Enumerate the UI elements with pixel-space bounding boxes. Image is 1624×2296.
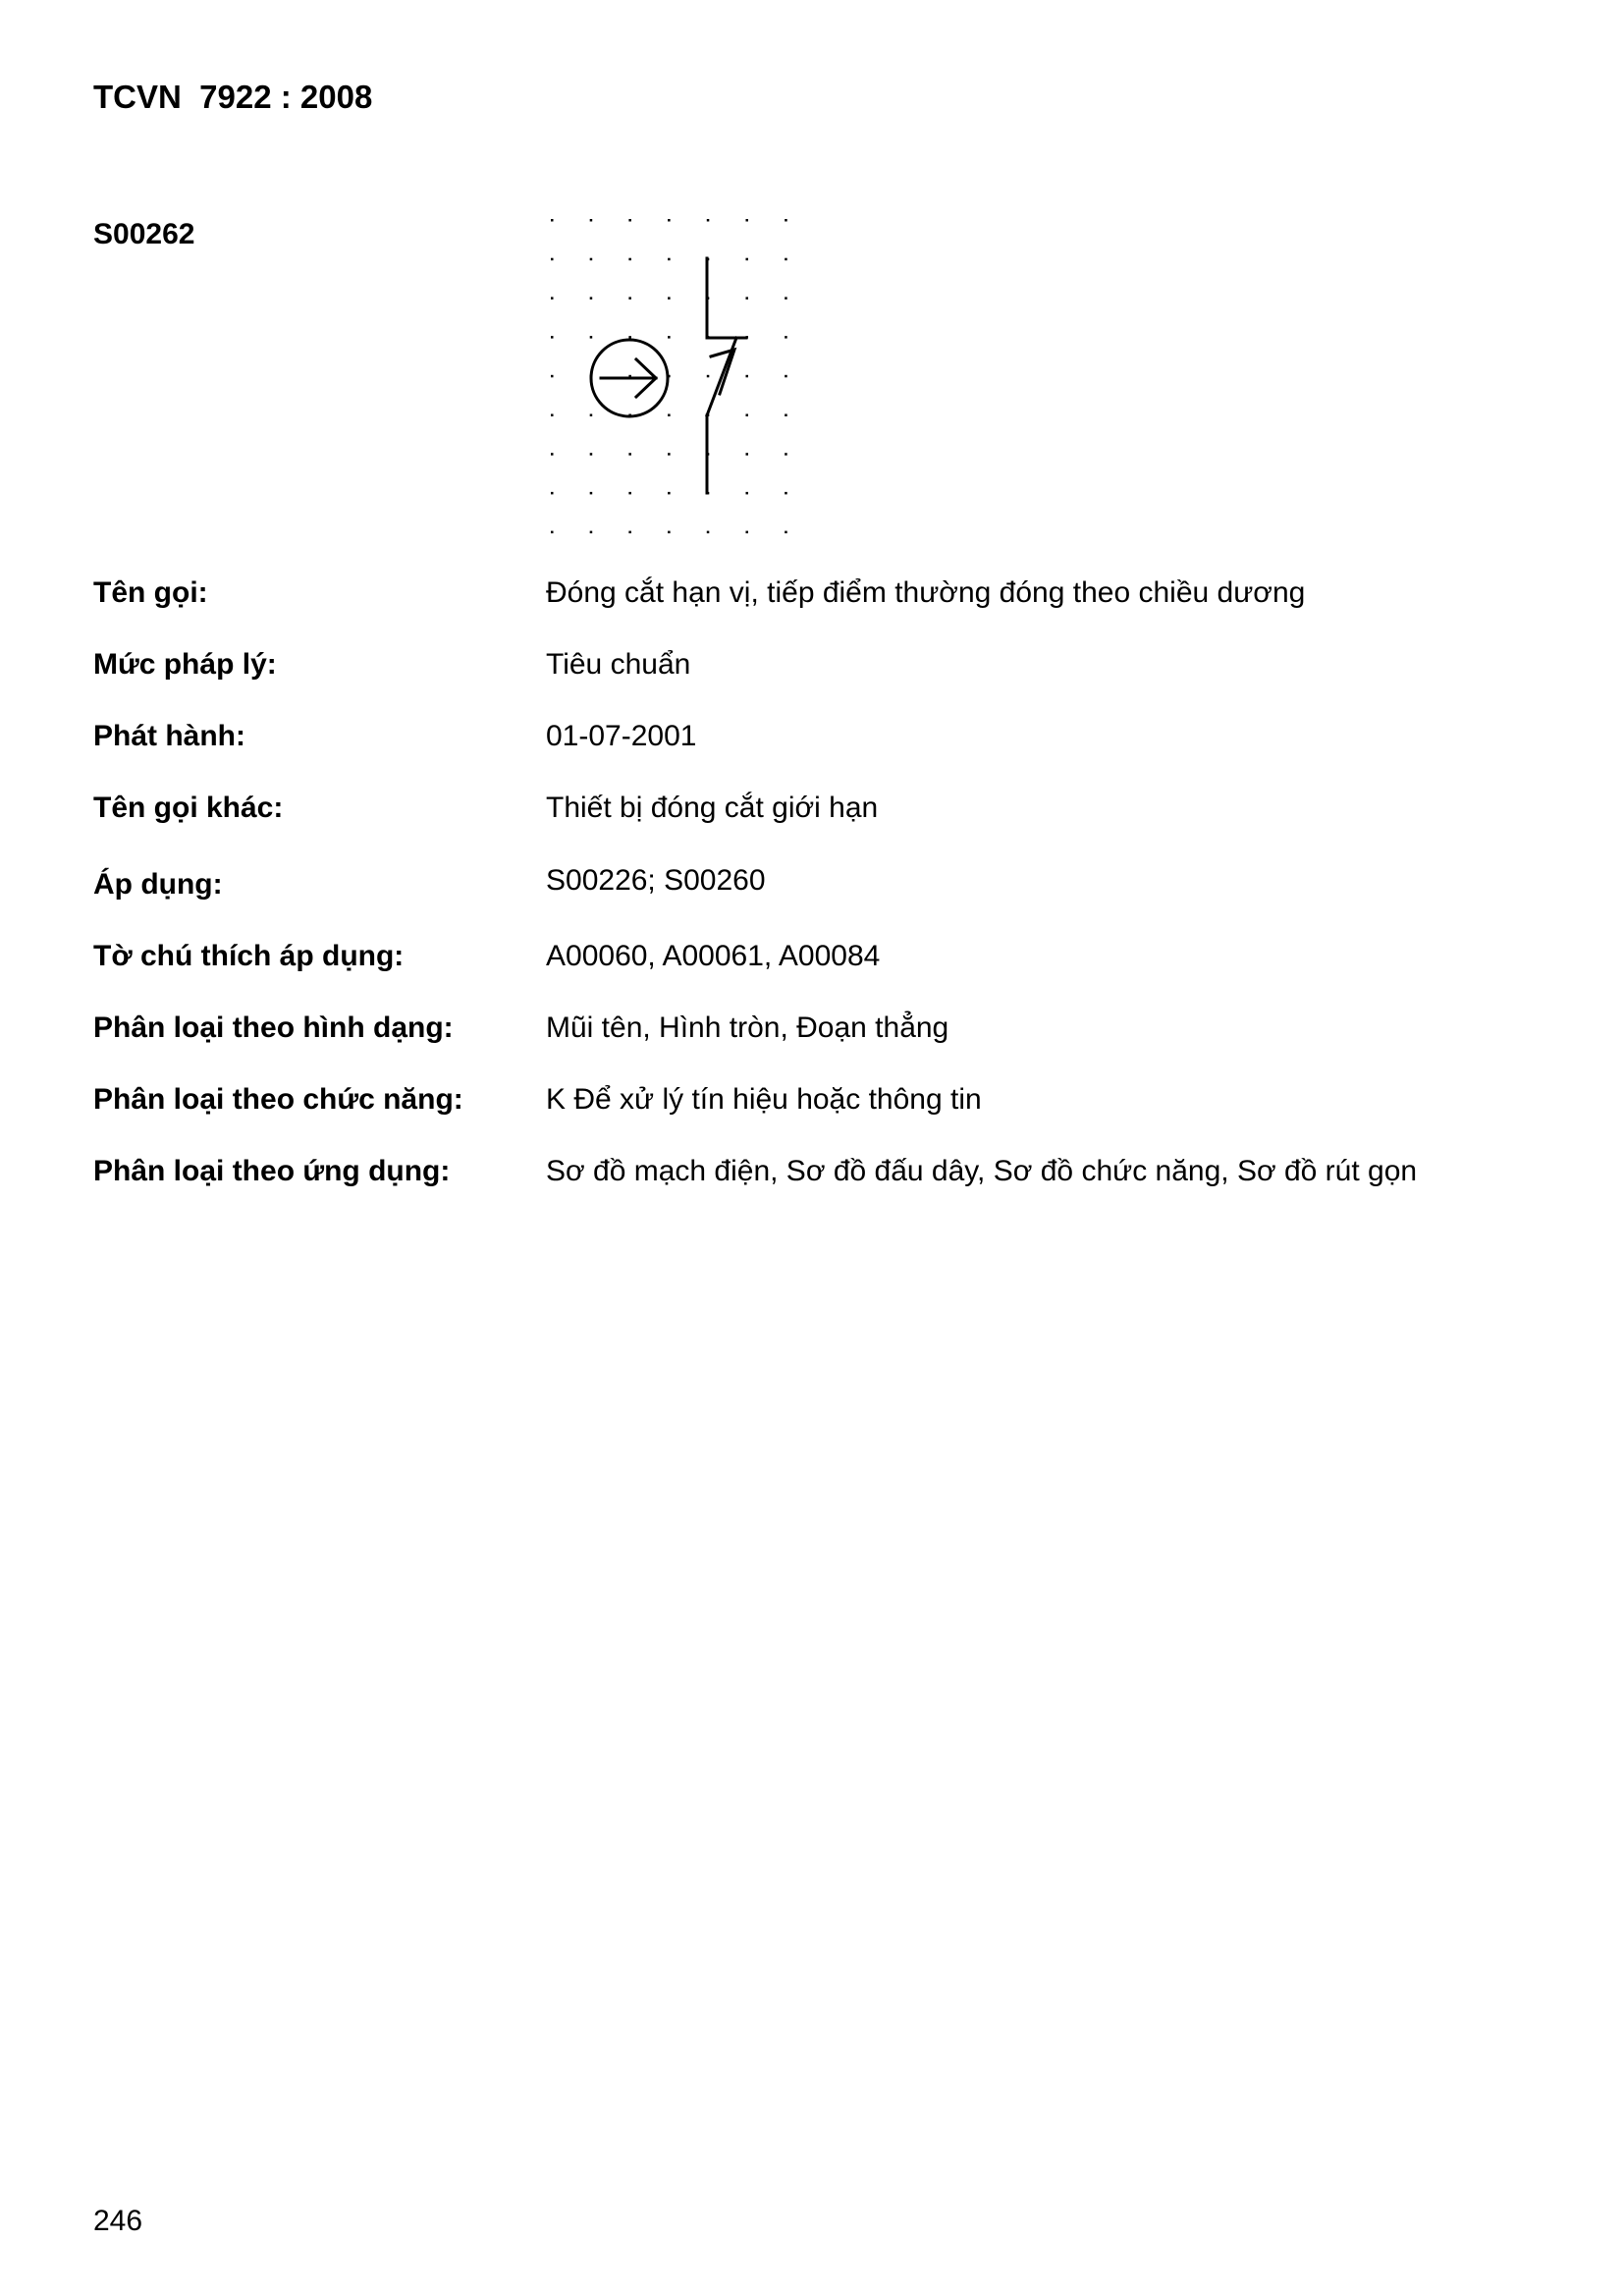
grid-dot bbox=[668, 492, 671, 495]
property-value: S00226; S00260 bbox=[546, 864, 766, 897]
grid-dot bbox=[746, 414, 749, 417]
property-row-muc-phap-ly bbox=[93, 648, 1546, 693]
property-label: Phân loại theo chức năng: bbox=[93, 1083, 463, 1116]
grid-dot bbox=[746, 453, 749, 456]
page-number: 246 bbox=[93, 2205, 143, 2237]
grid-dot bbox=[628, 336, 631, 339]
grid-dot bbox=[785, 258, 787, 261]
grid-dot bbox=[590, 453, 593, 456]
grid-dot bbox=[551, 297, 554, 300]
grid-dot bbox=[551, 336, 554, 339]
grid-dot bbox=[551, 375, 554, 378]
property-label: Tờ chú thích áp dụng: bbox=[93, 940, 405, 972]
grid-dot bbox=[668, 258, 671, 261]
property-label: Tên gọi khác: bbox=[93, 792, 284, 824]
grid-dot bbox=[785, 414, 787, 417]
document-standard-title: TCVN 7922 : 2008 bbox=[93, 79, 373, 115]
grid-dot bbox=[785, 375, 787, 378]
grid-dot bbox=[785, 297, 787, 300]
grid-dot bbox=[785, 492, 787, 495]
grid-dot bbox=[551, 453, 554, 456]
grid-dot bbox=[668, 531, 671, 534]
grid-dot bbox=[628, 297, 631, 300]
property-row-phan-loai-chuc-nang bbox=[93, 1083, 1546, 1128]
property-label: Áp dụng: bbox=[93, 868, 223, 901]
property-value: A00060, A00061, A00084 bbox=[546, 940, 881, 972]
property-row-ten-goi bbox=[93, 576, 1546, 622]
property-value: K Để xử lý tín hiệu hoặc thông tin bbox=[546, 1083, 982, 1116]
grid-dot bbox=[628, 258, 631, 261]
grid-dot bbox=[707, 219, 710, 222]
grid-dot bbox=[785, 453, 787, 456]
grid-dot bbox=[590, 414, 593, 417]
grid-dot bbox=[785, 219, 787, 222]
limit-switch-symbol-icon bbox=[538, 206, 803, 540]
property-value: Tiêu chuẩn bbox=[546, 648, 691, 681]
property-label: Phân loại theo ứng dụng: bbox=[93, 1155, 451, 1187]
grid-dot bbox=[785, 531, 787, 534]
symbol-code: S00262 bbox=[93, 218, 195, 250]
grid-dot bbox=[668, 219, 671, 222]
property-value: 01-07-2001 bbox=[546, 720, 697, 752]
grid-dot bbox=[628, 219, 631, 222]
grid-dot bbox=[707, 375, 710, 378]
property-row-phat-hanh bbox=[93, 720, 1546, 765]
property-row-ten-goi-khac bbox=[93, 792, 1546, 837]
property-row-ap-dung bbox=[93, 864, 1546, 909]
property-row-phan-loai-ung-dung bbox=[93, 1155, 1546, 1200]
grid-dot bbox=[746, 492, 749, 495]
property-row-to-chu-thich bbox=[93, 940, 1546, 985]
grid-dot bbox=[668, 297, 671, 300]
grid-dot bbox=[746, 531, 749, 534]
grid-dot bbox=[551, 219, 554, 222]
grid-dot bbox=[746, 258, 749, 261]
grid-dot bbox=[590, 258, 593, 261]
grid-dot bbox=[746, 219, 749, 222]
grid-dot bbox=[590, 336, 593, 339]
grid-dot bbox=[668, 453, 671, 456]
property-label: Phân loại theo hình dạng: bbox=[93, 1011, 454, 1044]
property-value: Sơ đồ mạch điện, Sơ đồ đấu dây, Sơ đồ chức năng, Sơ đồ rút gọn bbox=[546, 1155, 1418, 1187]
grid-dot bbox=[785, 336, 787, 339]
grid-dot bbox=[551, 414, 554, 417]
grid-dot bbox=[551, 531, 554, 534]
grid-dot bbox=[551, 492, 554, 495]
grid-dot bbox=[628, 492, 631, 495]
grid-dot bbox=[590, 492, 593, 495]
grid-dot bbox=[668, 414, 671, 417]
property-value: Thiết bị đóng cắt giới hạn bbox=[546, 792, 879, 824]
grid-dot bbox=[590, 219, 593, 222]
grid-dot bbox=[628, 453, 631, 456]
property-label: Mức pháp lý: bbox=[93, 648, 277, 681]
grid-dot bbox=[590, 531, 593, 534]
property-value: Mũi tên, Hình tròn, Đoạn thẳng bbox=[546, 1011, 949, 1044]
property-label: Tên gọi: bbox=[93, 576, 208, 609]
property-value: Đóng cắt hạn vị, tiếp điểm thường đóng theo chiều dương bbox=[546, 576, 1306, 609]
grid-dot bbox=[590, 297, 593, 300]
grid-dot bbox=[746, 375, 749, 378]
property-row-phan-loai-hinh-dang bbox=[93, 1011, 1546, 1057]
grid-dot bbox=[746, 297, 749, 300]
grid-dot bbox=[628, 531, 631, 534]
grid-dot bbox=[668, 336, 671, 339]
property-label: Phát hành: bbox=[93, 720, 245, 752]
grid-dot bbox=[707, 531, 710, 534]
grid-dot bbox=[551, 258, 554, 261]
